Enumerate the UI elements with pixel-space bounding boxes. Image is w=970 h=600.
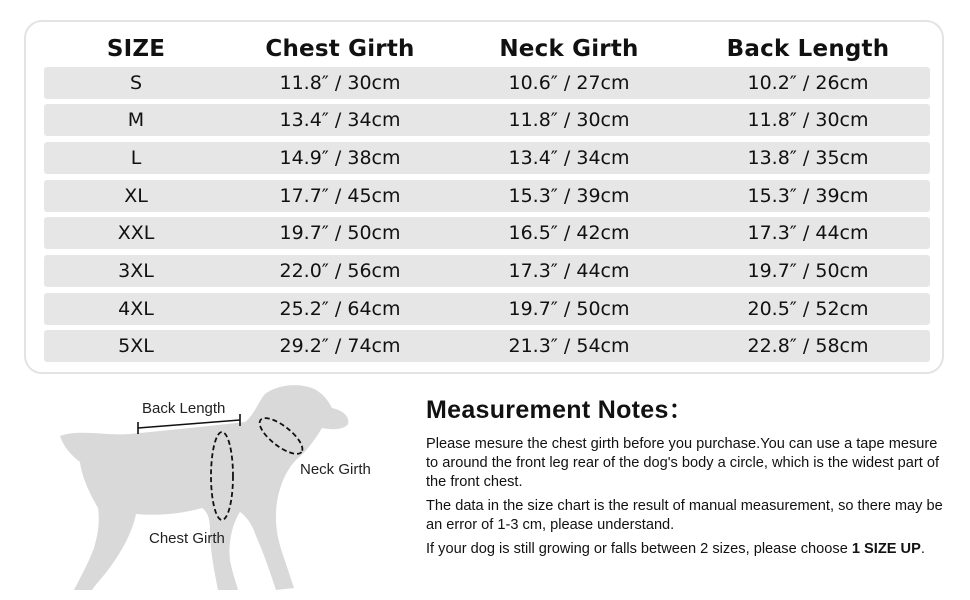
cell-chest-girth: 22.0″ / 56cm [279, 260, 401, 282]
cell-size: XL [124, 185, 148, 207]
header-size: SIZE [106, 36, 166, 62]
table-header-row [44, 30, 930, 68]
note-3-suffix: . [920, 541, 925, 557]
measurement-diagram [50, 384, 390, 594]
table-row [44, 180, 930, 212]
cell-chest-girth: 13.4″ / 34cm [279, 109, 401, 131]
chest-girth-label: Chest Girth [149, 530, 225, 547]
note-paragraph-1: Please mesure the chest girth before you purchase.You can use a tape mesure to around the front leg rear of the dog's body a circle, which is the widest part of the front chest. [426, 436, 940, 490]
back-length-label: Back Length [142, 400, 226, 417]
cell-back-length: 20.5″ / 52cm [747, 298, 869, 320]
cell-back-length: 15.3″ / 39cm [747, 185, 869, 207]
cell-neck-girth: 16.5″ / 42cm [508, 222, 630, 244]
cell-back-length: 17.3″ / 44cm [747, 222, 869, 244]
cell-size: 5XL [118, 335, 154, 357]
notes-title: Measurement Notes： [426, 396, 694, 424]
cell-back-length: 11.8″ / 30cm [747, 109, 869, 131]
header-neck-girth: Neck Girth [499, 36, 639, 62]
cell-neck-girth: 17.3″ / 44cm [508, 260, 630, 282]
cell-chest-girth: 19.7″ / 50cm [279, 222, 401, 244]
cell-back-length: 10.2″ / 26cm [747, 72, 869, 94]
cell-size: S [129, 72, 143, 94]
cell-neck-girth: 11.8″ / 30cm [508, 109, 630, 131]
cell-back-length: 22.8″ / 58cm [747, 335, 869, 357]
cell-size: XXL [117, 222, 155, 244]
table-row [44, 67, 930, 99]
cell-size: L [130, 147, 142, 169]
table-row [44, 217, 930, 249]
cell-chest-girth: 17.7″ / 45cm [279, 185, 401, 207]
cell-size: M [127, 109, 145, 131]
cell-chest-girth: 11.8″ / 30cm [279, 72, 401, 94]
size-up-emphasis: 1 SIZE UP [851, 541, 921, 557]
neck-girth-label: Neck Girth [300, 461, 371, 478]
table-row [44, 142, 930, 174]
note-paragraph-2: The data in the size chart is the result of manual measurement, so there may be an error of 1-3 cm, please understand. [426, 498, 943, 533]
cell-chest-girth: 29.2″ / 74cm [279, 335, 401, 357]
cell-neck-girth: 19.7″ / 50cm [508, 298, 630, 320]
measurement-notes [426, 390, 946, 564]
cell-neck-girth: 10.6″ / 27cm [508, 72, 630, 94]
cell-size: 4XL [118, 298, 154, 320]
table-row [44, 104, 930, 136]
cell-back-length: 13.8″ / 35cm [747, 147, 869, 169]
cell-neck-girth: 21.3″ / 54cm [508, 335, 630, 357]
cell-chest-girth: 25.2″ / 64cm [279, 298, 401, 320]
cell-chest-girth: 14.9″ / 38cm [279, 147, 401, 169]
cell-size: 3XL [118, 260, 154, 282]
header-back-length: Back Length [726, 36, 890, 62]
note-paragraph-3 [426, 540, 946, 559]
table-row [44, 255, 930, 287]
cell-back-length: 19.7″ / 50cm [747, 260, 869, 282]
note-3-prefix: If your dog is still growing or falls between 2 sizes, please choose [426, 541, 852, 557]
table-row [44, 330, 930, 362]
cell-neck-girth: 15.3″ / 39cm [508, 185, 630, 207]
cell-neck-girth: 13.4″ / 34cm [508, 147, 630, 169]
table-row [44, 293, 930, 325]
size-chart-table [24, 20, 944, 374]
header-chest-girth: Chest Girth [265, 36, 415, 62]
